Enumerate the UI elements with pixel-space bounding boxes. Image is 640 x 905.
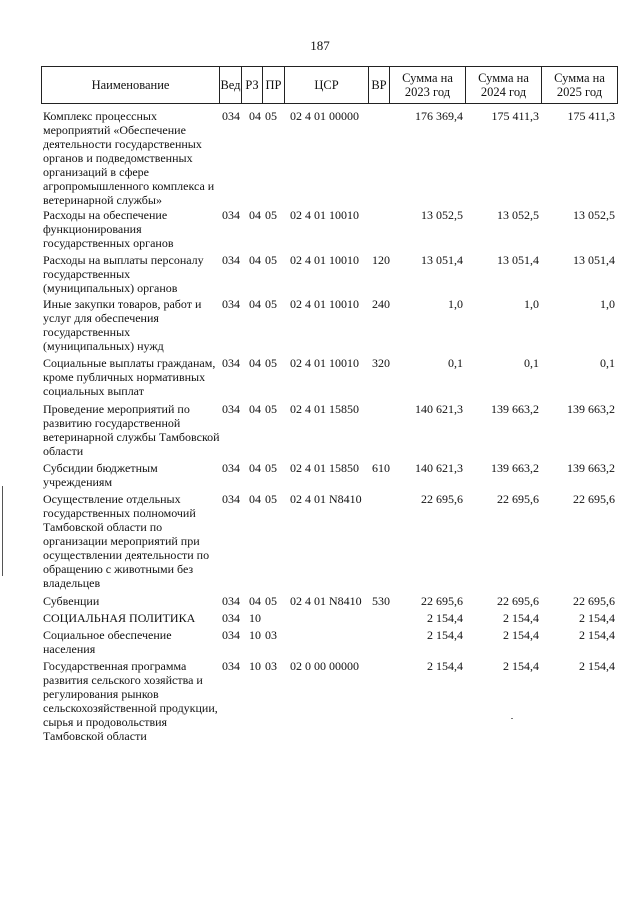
- row-ved: 034: [222, 208, 240, 222]
- row-sum-2024: 13 051,4: [497, 253, 539, 267]
- scan-speck: [511, 718, 513, 719]
- row-name: Социальные выплаты гражданам, кроме публичных нормативных социальных выплат: [43, 356, 216, 398]
- row-sum-2023: 2 154,4: [427, 611, 463, 625]
- row-ved: 034: [222, 659, 240, 673]
- row-sum-2025: 22 695,6: [573, 492, 615, 506]
- row-sum-2023: 140 621,3: [415, 402, 463, 416]
- row-rz: 04: [249, 461, 261, 475]
- header-csr: ЦСР: [284, 67, 368, 103]
- row-sum-2024: 175 411,3: [491, 109, 539, 123]
- row-vr: 610: [372, 461, 390, 475]
- row-vr: 530: [372, 594, 390, 608]
- row-sum-2023: 13 051,4: [421, 253, 463, 267]
- row-pr: 05: [265, 253, 277, 267]
- row-ved: 034: [222, 297, 240, 311]
- row-name: Проведение мероприятий по развитию государственной ветеринарной службы Тамбовской области: [43, 402, 220, 458]
- header-rz: РЗ: [241, 67, 262, 103]
- row-sum-2025: 13 051,4: [573, 253, 615, 267]
- row-sum-2024: 13 052,5: [497, 208, 539, 222]
- scan-edge-mark: [2, 486, 3, 576]
- row-sum-2024: 139 663,2: [491, 461, 539, 475]
- row-name: Государственная программа развития сельского хозяйства и регулирования рынков сельскохозяйственной продукции, сырья и продовольствия Тамбовской области: [43, 659, 218, 743]
- row-name: Расходы на обеспечение функционирования государственных органов: [43, 208, 174, 250]
- row-name: Расходы на выплаты персоналу государственных (муниципальных) органов: [43, 253, 204, 295]
- page-number: 187: [310, 38, 330, 53]
- row-csr: 02 4 01 N8410: [290, 594, 362, 608]
- row-sum-2024: 0,1: [524, 356, 539, 370]
- row-pr: 05: [265, 356, 277, 370]
- row-pr: 05: [265, 461, 277, 475]
- row-name: Иные закупки товаров, работ и услуг для обеспечения государственных (муниципальных) нужд: [43, 297, 202, 353]
- row-sum-2023: 140 621,3: [415, 461, 463, 475]
- row-sum-2025: 2 154,4: [579, 659, 615, 673]
- row-rz: 04: [249, 492, 261, 506]
- header-name: Наименование: [91, 78, 170, 92]
- header-sum-2023: Сумма на 2023 год: [389, 67, 465, 103]
- row-sum-2025: 2 154,4: [579, 611, 615, 625]
- row-sum-2025: 139 663,2: [567, 402, 615, 416]
- header-pr: ПР: [262, 67, 284, 103]
- row-pr: 03: [265, 628, 277, 642]
- row-sum-2025: 175 411,3: [567, 109, 615, 123]
- row-sum-2025: 13 052,5: [573, 208, 615, 222]
- row-rz: 04: [249, 208, 261, 222]
- row-csr: 02 4 01 10010: [290, 297, 359, 311]
- row-sum-2025: 0,1: [600, 356, 615, 370]
- row-name: Осуществление отдельных государственных полномочий Тамбовской области по организации мероприятий при осуществлении деятельности по обращению с животными без владельцев: [43, 492, 210, 590]
- row-pr: 05: [265, 402, 277, 416]
- row-sum-2023: 22 695,6: [421, 492, 463, 506]
- row-csr: 02 4 01 10010: [290, 253, 359, 267]
- header-ved: Вед: [219, 67, 241, 103]
- row-name: СОЦИАЛЬНАЯ ПОЛИТИКА: [43, 611, 196, 625]
- row-ved: 034: [222, 492, 240, 506]
- row-vr: 320: [372, 356, 390, 370]
- row-sum-2023: 2 154,4: [427, 659, 463, 673]
- row-rz: 04: [249, 253, 261, 267]
- row-pr: 05: [265, 208, 277, 222]
- row-name: Социальное обеспечение населения: [43, 628, 172, 656]
- row-ved: 034: [222, 356, 240, 370]
- header-sum-2025: Сумма на 2025 год: [541, 67, 617, 103]
- row-csr: 02 4 01 10010: [290, 208, 359, 222]
- row-sum-2024: 139 663,2: [491, 402, 539, 416]
- row-sum-2023: 0,1: [448, 356, 463, 370]
- row-sum-2024: 1,0: [524, 297, 539, 311]
- row-sum-2023: 2 154,4: [427, 628, 463, 642]
- row-csr: 02 0 00 00000: [290, 659, 359, 673]
- row-rz: 10: [249, 611, 261, 625]
- row-pr: 05: [265, 594, 277, 608]
- row-sum-2023: 13 052,5: [421, 208, 463, 222]
- row-rz: 10: [249, 628, 261, 642]
- row-ved: 034: [222, 109, 240, 123]
- row-sum-2025: 139 663,2: [567, 461, 615, 475]
- header-vr: ВР: [368, 67, 389, 103]
- row-csr: 02 4 01 10010: [290, 356, 359, 370]
- row-vr: 120: [372, 253, 390, 267]
- row-sum-2024: 2 154,4: [503, 659, 539, 673]
- row-name: Комплекс процессных мероприятий «Обеспечение деятельности государственных органов и подведомственных организаций в сфере агропромышленного комплекса и ветеринарной службы»: [43, 109, 215, 207]
- row-ved: 034: [222, 611, 240, 625]
- row-name: Субсидии бюджетным учреждениям: [43, 461, 158, 489]
- header-sum-2024: Сумма на 2024 год: [465, 67, 541, 103]
- row-rz: 04: [249, 356, 261, 370]
- row-name: Субвенции: [43, 594, 100, 608]
- row-ved: 034: [222, 594, 240, 608]
- row-pr: 03: [265, 659, 277, 673]
- row-sum-2025: 2 154,4: [579, 628, 615, 642]
- row-sum-2024: 22 695,6: [497, 594, 539, 608]
- row-csr: 02 4 01 15850: [290, 461, 359, 475]
- row-csr: 02 4 01 15850: [290, 402, 359, 416]
- row-rz: 04: [249, 402, 261, 416]
- row-ved: 034: [222, 253, 240, 267]
- row-sum-2023: 176 369,4: [415, 109, 463, 123]
- row-rz: 10: [249, 659, 261, 673]
- row-sum-2024: 22 695,6: [497, 492, 539, 506]
- row-sum-2024: 2 154,4: [503, 628, 539, 642]
- table-header: [41, 66, 618, 104]
- row-sum-2025: 22 695,6: [573, 594, 615, 608]
- row-ved: 034: [222, 402, 240, 416]
- row-pr: 05: [265, 109, 277, 123]
- row-vr: 240: [372, 297, 390, 311]
- row-ved: 034: [222, 628, 240, 642]
- row-csr: 02 4 01 N8410: [290, 492, 362, 506]
- row-rz: 04: [249, 109, 261, 123]
- row-rz: 04: [249, 297, 261, 311]
- row-sum-2023: 1,0: [448, 297, 463, 311]
- row-rz: 04: [249, 594, 261, 608]
- row-csr: 02 4 01 00000: [290, 109, 359, 123]
- row-pr: 05: [265, 297, 277, 311]
- row-sum-2025: 1,0: [600, 297, 615, 311]
- row-sum-2024: 2 154,4: [503, 611, 539, 625]
- row-sum-2023: 22 695,6: [421, 594, 463, 608]
- row-pr: 05: [265, 492, 277, 506]
- row-ved: 034: [222, 461, 240, 475]
